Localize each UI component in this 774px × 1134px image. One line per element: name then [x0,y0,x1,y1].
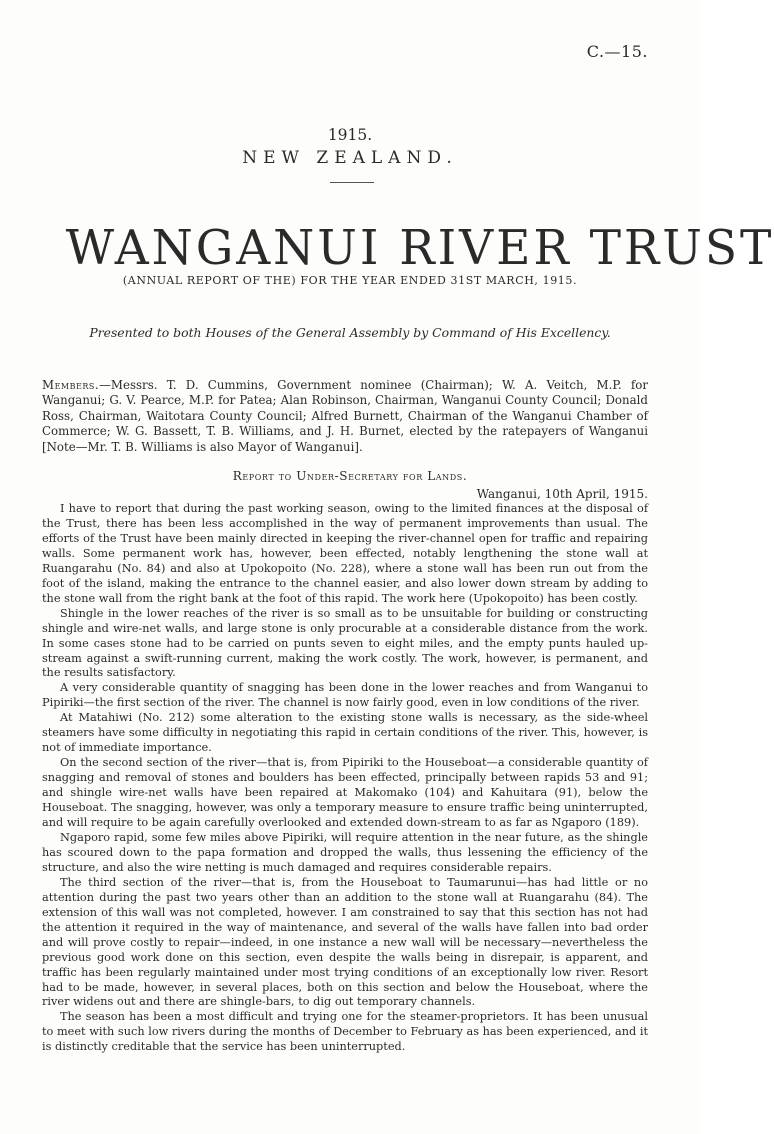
body-paragraph: A very considerable quantity of snagging has been done in the lower reaches and from Wanganui to Pipiriki—the first section of the river. The channel is now fairly good, even in low conditions of the river. [42,681,648,710]
members-label: Members. [42,378,100,392]
body-paragraph: The season has been a most difficult and trying one for the steamer-proprietors. It has been unusual to meet with such low rivers during the months of December to February as has been experienced, and it is distinctly creditable that the service has been uninterrupted. [42,1010,648,1054]
document-subtitle: (ANNUAL REPORT OF THE) FOR THE YEAR ENDED 31ST MARCH, 1915. [122,274,578,287]
year: 1915. [327,126,373,144]
body-paragraph: Ngaporo rapid, some few miles above Pipiriki, will require attention in the near future, as the shingle has scoured down to the papa formation and dropped the walls, thus lessening the efficiency of the structure, and also the wire netting is much damaged and requires considerable repairs. [42,830,648,874]
report-body [42,502,648,1055]
members-paragraph [42,378,648,455]
presented-line: Presented to both Houses of the General Assembly by Command of His Excellency. [89,325,611,340]
body-paragraph: On the second section of the river—that is, from Pipiriki to the Houseboat—a considerable quantity of snagging and removal of stones and boulders has been effected, principally between rapids 53 and 91; and shingle wire-net walls have been repaired at Makomako (104) and Kahuitara (91), below the Houseboat. The snagging, however, was only a temporary measure to ensure traffic being uninterrupted, and will require to be again carefully overlooked and extended down-stream to as far as Ngaporo (189). [42,756,648,830]
report-heading: Report to Under-Secretary for Lands. [232,469,468,483]
body-paragraph: I have to report that during the past working season, owing to the limited finances at the disposal of the Trust, there has been less accomplished in the way of permanent improvements than usual. The efforts of the Trust have been mainly directed in keeping the river-channel open for traffic and repairing walls. Some permanent work has, however, been effected, notably lengthening the stone wall at Ruangarahu (No. 84) and also at Upokopoito (No. 228), where a stone wall has been run out from the foot of the island, making the entrance to the channel easier, and also lower down stream by adding to the stone wall from the right bank at the foot of this rapid. The work here (Upokopoito) has been costly. [42,502,648,605]
document-title: WANGANUI RIVER TRUST [65,220,774,276]
body-paragraph: The third section of the river—that is, from the Houseboat to Taumarunui—has had little or no attention during the past two years other than an addition to the stone wall at Ruangarahu (84). The extension of this wall was not completed, however. I am constrained to say that this section has not had the attention it required in the way of maintenance, and several of the walls have fallen into bad order and will prove costly to repair—indeed, in one instance a new wall will be necessary—nevertheless the previous good work done on this section, even despite the walls being in disrepair, is apparent, and traffic has been regularly maintained under most trying conditions of an exceptionally low river. Resort had to be made, however, in several places, both on this section and below the Houseboat, where the river widens out and there are shingle-bars, to dig out temporary channels. [42,875,648,1009]
members-text: —Messrs. T. D. Cummins, Government nominee (Chairman); W. A. Veitch, M.P. for Wanganui; G. V. Pearce, M.P. for Patea; Alan Robinson, Chairman, Wanganui County Council; Donald Ross, Chairman, Waitotara County Council; Alfred Burnett, Chairman of the Wanganui Chamber of Commerce; W. G. Bassett, T. B. Williams, and J. H. Burnet, elected by the ratepayers of Wanganui [Note—Mr. T. B. Williams is also Mayor of Wanganui]. [42,378,648,454]
paper-reference: C.—15. [586,42,648,61]
report-date-line: Wanganui, 10th April, 1915. [476,487,648,501]
country: NEW ZEALAND. [242,148,458,168]
body-paragraph: At Matahiwi (No. 212) some alteration to the existing stone walls is necessary, as the side-wheel steamers have some difficulty in negotiating this rapid in certain conditions of the river. This, however, is not of immediate importance. [42,711,648,755]
divider [330,182,374,183]
body-paragraph: Shingle in the lower reaches of the river is so small as to be unsuitable for building or constructing shingle and wire-net walls, and large stone is only procurable at a considerable distance from the work. In some cases stone had to be carried on punts seven to eight miles, and the empty punts hauled up-stream against a swift-running current, making the work costly. The work, however, is permanent, and the results satisfactory. [42,606,648,680]
